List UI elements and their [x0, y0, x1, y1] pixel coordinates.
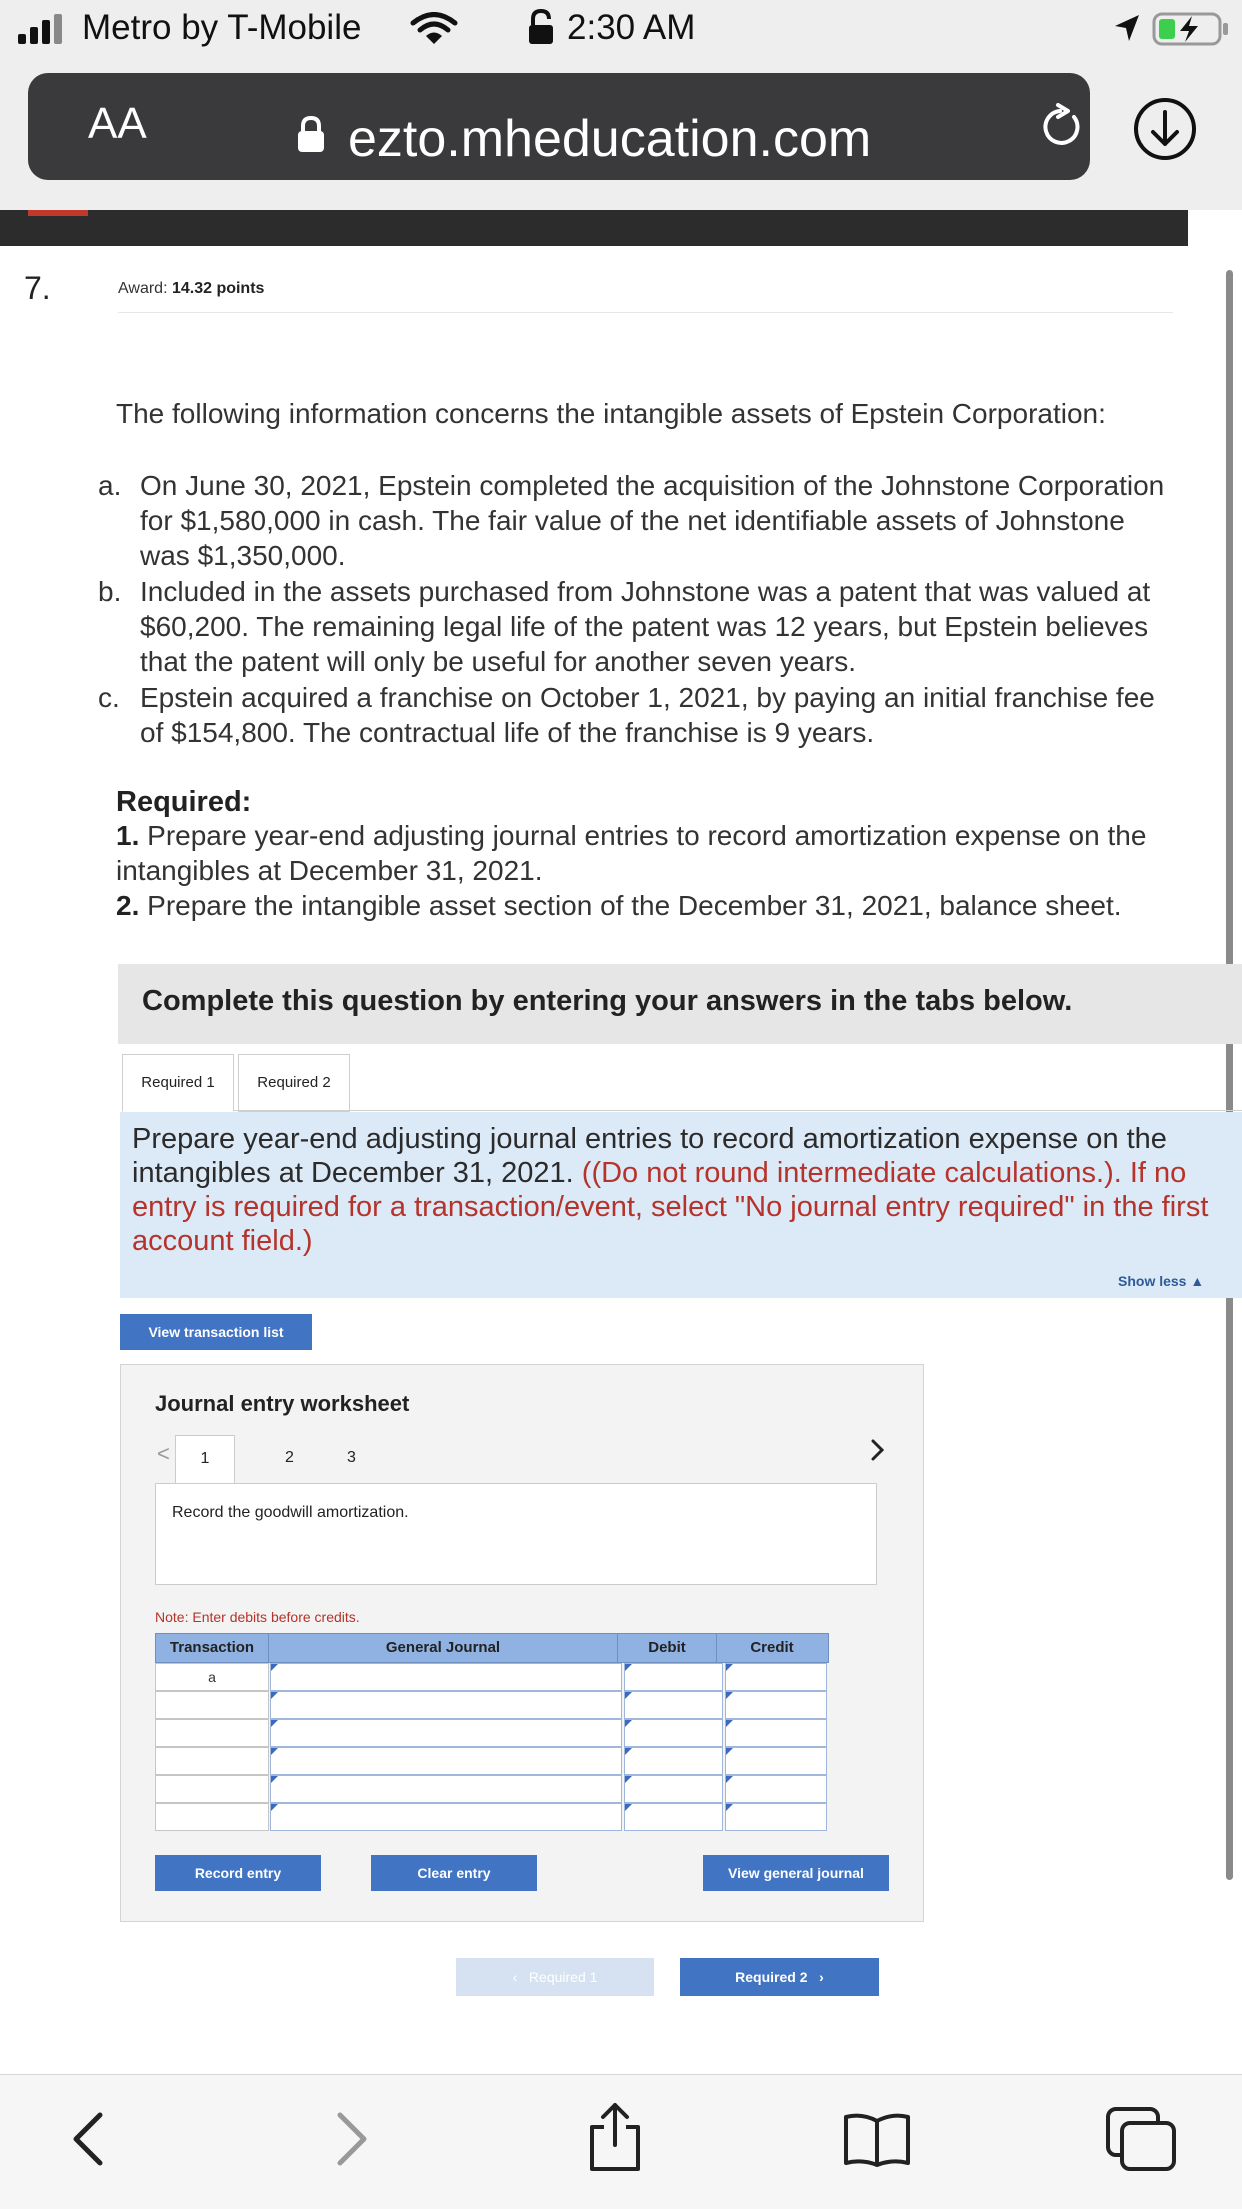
- grid-header: [155, 1633, 829, 1663]
- required-item-2: [116, 888, 1176, 923]
- journal-entry-worksheet: [120, 1364, 924, 1922]
- show-less-link[interactable]: Show less ▲: [1118, 1273, 1205, 1289]
- debit-input[interactable]: [624, 1719, 723, 1747]
- cell-marker-icon: [625, 1720, 632, 1727]
- chevron-right-icon[interactable]: [869, 1437, 887, 1463]
- cell-marker-icon: [726, 1720, 733, 1727]
- award-value: 14.32 points: [171, 280, 265, 297]
- scrollbar[interactable]: [1226, 270, 1233, 1880]
- cell-marker-icon: [726, 1776, 733, 1783]
- entry-description: Record the goodwill amortization.: [172, 1504, 409, 1521]
- table-row: [155, 1775, 827, 1803]
- instruction-text: [132, 1122, 1242, 1258]
- account-select[interactable]: [270, 1775, 622, 1803]
- bookmarks-icon[interactable]: [842, 2109, 912, 2169]
- question-number: 7.: [24, 270, 51, 306]
- cell-marker-icon: [625, 1804, 632, 1811]
- worksheet-page-1[interactable]: 1: [175, 1435, 235, 1484]
- cell-marker-icon: [271, 1664, 278, 1671]
- credit-input[interactable]: [725, 1747, 827, 1775]
- credit-input[interactable]: [725, 1691, 827, 1719]
- next-required-button[interactable]: Required 2 ›: [680, 1958, 879, 1996]
- prev-required-button[interactable]: ‹ Required 1: [456, 1958, 654, 1996]
- cell-marker-icon: [625, 1692, 632, 1699]
- download-icon[interactable]: [1132, 96, 1198, 162]
- required-text: Prepare the intangible asset section of the December 31, 2021, balance sheet.: [139, 890, 1122, 921]
- required-item-1: [116, 818, 1176, 888]
- back-arrow-icon[interactable]: [68, 2109, 108, 2169]
- address-bar[interactable]: [28, 73, 1090, 180]
- account-select[interactable]: [270, 1719, 622, 1747]
- location-arrow-icon: [1112, 12, 1142, 44]
- credit-input[interactable]: [725, 1775, 827, 1803]
- next-required-label: Required 2: [735, 1969, 808, 1985]
- award-label: Award:: [118, 280, 172, 297]
- item-text: Epstein acquired a franchise on October 1, 2021, by paying an initial franchise fee of $154,800. The contractual life of the franchise is 9 years.: [140, 682, 1155, 748]
- tab-required-2[interactable]: Required 2: [238, 1054, 350, 1112]
- item-label: a.: [98, 470, 122, 501]
- instruction-box: [120, 1112, 1242, 1298]
- share-icon[interactable]: [584, 2101, 646, 2173]
- table-row: [155, 1747, 827, 1775]
- cellular-signal-icon: [18, 14, 64, 44]
- cell-marker-icon: [625, 1776, 632, 1783]
- tab-required-1[interactable]: Required 1: [122, 1054, 234, 1112]
- cell-marker-icon: [271, 1776, 278, 1783]
- forward-arrow-icon[interactable]: [332, 2109, 372, 2169]
- credit-input[interactable]: [725, 1663, 827, 1691]
- debit-input[interactable]: [624, 1775, 723, 1803]
- col-general-journal: General Journal: [269, 1634, 618, 1662]
- entry-note: Note: Enter debits before credits.: [155, 1609, 360, 1625]
- worksheet-page-2[interactable]: 2: [285, 1449, 294, 1466]
- browser-bottom-toolbar: [0, 2074, 1242, 2209]
- cell-marker-icon: [625, 1748, 632, 1755]
- worksheet-title: Journal entry worksheet: [155, 1391, 410, 1416]
- question-intro: The following information concerns the intangible assets of Epstein Corporation:: [116, 398, 1106, 429]
- required-number: 2.: [116, 890, 140, 921]
- tab-divider: [122, 1110, 1242, 1111]
- reload-icon[interactable]: [1038, 103, 1086, 151]
- prev-required-label: Required 1: [528, 1969, 598, 1985]
- account-select[interactable]: [270, 1663, 622, 1691]
- transaction-cell: [155, 1775, 269, 1803]
- award-points: [118, 280, 264, 298]
- cell-marker-icon: [726, 1804, 733, 1811]
- cell-marker-icon: [726, 1692, 733, 1699]
- table-row: [155, 1691, 827, 1719]
- worksheet-page-3[interactable]: 3: [347, 1449, 356, 1466]
- required-text: Prepare year-end adjusting journal entries to record amortization expense on the intangibles at December 31, 2021.: [116, 820, 1147, 886]
- reader-options-button[interactable]: AA: [88, 99, 147, 148]
- account-select[interactable]: [270, 1803, 622, 1831]
- transaction-cell: [155, 1691, 269, 1719]
- orientation-lock-icon: [526, 8, 556, 46]
- col-debit: Debit: [618, 1634, 717, 1662]
- table-row: [155, 1663, 827, 1691]
- banner-text: Complete this question by entering your answers in the tabs below.: [142, 985, 1073, 1017]
- debit-input[interactable]: [624, 1747, 723, 1775]
- chevron-left-icon[interactable]: <: [157, 1441, 170, 1466]
- tabs-icon[interactable]: [1104, 2105, 1178, 2173]
- carrier-name: Metro by T-Mobile: [82, 8, 362, 47]
- debit-input[interactable]: [624, 1663, 723, 1691]
- browser-toolbar: [0, 60, 1242, 210]
- brand-mark: [28, 210, 88, 216]
- credit-input[interactable]: [725, 1719, 827, 1747]
- transaction-cell: [155, 1803, 269, 1831]
- transaction-cell: [155, 1719, 269, 1747]
- divider: [118, 312, 1173, 313]
- page-header-strip: [0, 210, 1188, 246]
- entry-description-box: [155, 1483, 877, 1585]
- cell-marker-icon: [271, 1692, 278, 1699]
- cell-marker-icon: [271, 1720, 278, 1727]
- record-entry-button[interactable]: Record entry: [155, 1855, 321, 1891]
- item-text: Included in the assets purchased from Johnstone was a patent that was valued at $60,200. The remaining legal life of the patent was 12 years, but Epstein believes that the patent will only be useful for another seven years.: [140, 576, 1151, 677]
- instruction-note: ((Do not round intermediate calculations.). If no entry is required for a transaction/event, select "No journal entry required" in the first account field.): [132, 1157, 1209, 1257]
- tabs-instruction-banner: [118, 964, 1242, 1044]
- account-select[interactable]: [270, 1747, 622, 1775]
- url-text[interactable]: ezto.mheducation.com: [348, 110, 872, 168]
- cell-marker-icon: [726, 1748, 733, 1755]
- item-label: b.: [98, 576, 122, 607]
- credit-input[interactable]: [725, 1803, 827, 1831]
- wifi-icon: [410, 12, 458, 46]
- debit-input[interactable]: [624, 1691, 723, 1719]
- transaction-cell: [155, 1747, 269, 1775]
- view-general-journal-button[interactable]: View general journal: [703, 1855, 889, 1891]
- cell-marker-icon: [726, 1664, 733, 1671]
- status-time: 2:30 AM: [567, 8, 696, 47]
- battery-charging-icon: [1152, 12, 1232, 46]
- cell-marker-icon: [625, 1664, 632, 1671]
- table-row: [155, 1803, 827, 1831]
- item-text: On June 30, 2021, Epstein completed the acquisition of the Johnstone Corporation for $1,580,000 in cash. The fair value of the net identifiable assets of Johnstone was $1,350,000.: [140, 470, 1165, 571]
- secure-lock-icon: [296, 115, 326, 153]
- view-transaction-list-button[interactable]: View transaction list: [120, 1314, 312, 1350]
- col-credit: Credit: [750, 1639, 794, 1656]
- cell-marker-icon: [271, 1804, 278, 1811]
- status-bar: [0, 0, 1242, 60]
- instruction-main: Prepare year-end adjusting journal entries to record amortization expense on the intangibles at December 31, 2021.: [132, 1123, 1167, 1189]
- required-heading: Required:: [116, 786, 252, 818]
- account-select[interactable]: [270, 1691, 622, 1719]
- debit-input[interactable]: [624, 1803, 723, 1831]
- table-row: [155, 1719, 827, 1747]
- cell-marker-icon: [271, 1748, 278, 1755]
- clear-entry-button[interactable]: Clear entry: [371, 1855, 537, 1891]
- required-number: 1.: [116, 820, 140, 851]
- transaction-cell: a: [155, 1663, 269, 1691]
- col-transaction: Transaction: [156, 1634, 269, 1662]
- item-label: c.: [98, 682, 120, 713]
